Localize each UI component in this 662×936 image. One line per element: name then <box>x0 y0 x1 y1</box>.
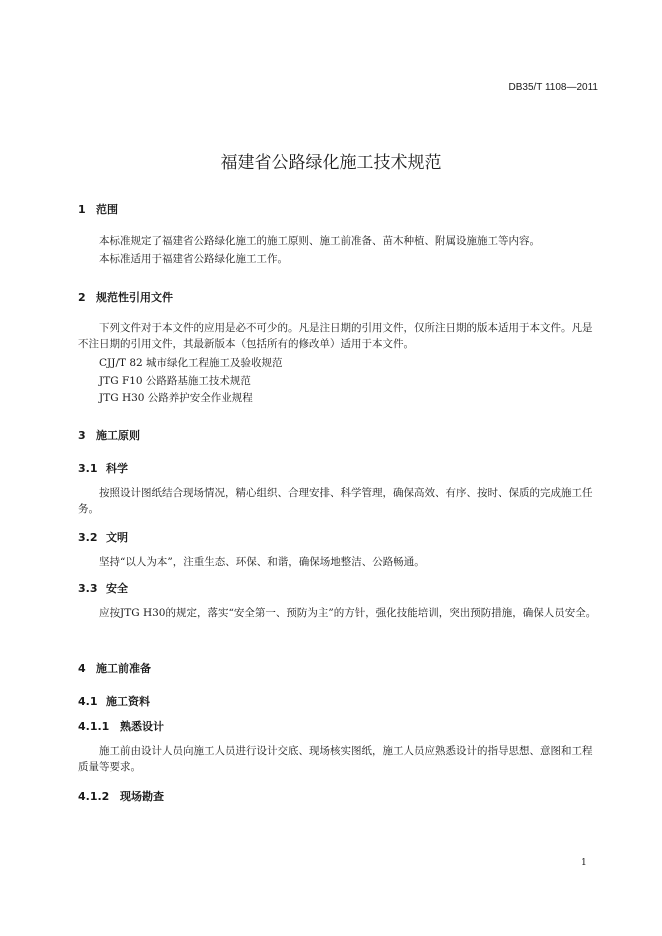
section-title: 施工资料 <box>106 695 150 708</box>
section-number: 1 <box>78 203 86 216</box>
section-number: 4.1.2 <box>78 790 110 803</box>
paragraph-line: 本标准规定了福建省公路绿化施工的施工原则、施工前准备、苗木种植、附属设施施工等内容。 <box>99 235 540 247</box>
heading-section-3-3 <box>78 580 128 596</box>
section-title: 熟悉设计 <box>120 720 164 733</box>
page-number: 1 <box>581 858 587 868</box>
page-title: 福建省公路绿化施工技术规范 <box>220 153 442 173</box>
section-title: 施工前准备 <box>96 662 151 675</box>
section-number: 3.2 <box>78 531 98 544</box>
paragraph: 按照设计图纸结合现场情况，精心组织、合理安排、科学管理，确保高效、有序、按时、保质的完成施工任务。 <box>78 487 593 515</box>
reference-item: JTG F10 公路路基施工技术规范 <box>99 375 251 387</box>
heading-section-3-1 <box>78 460 128 476</box>
section-title: 施工原则 <box>96 429 140 442</box>
heading-section-3 <box>78 427 140 443</box>
section-number: 3 <box>78 429 86 442</box>
heading-section-2 <box>78 289 173 305</box>
section-title: 范围 <box>96 203 118 216</box>
section-title: 安全 <box>106 582 128 595</box>
section-title: 现场勘查 <box>120 790 164 803</box>
section-title: 科学 <box>106 462 128 475</box>
heading-section-1 <box>78 201 118 217</box>
paragraph: 应按JTG H30的规定，落实“安全第一、预防为主”的方针，强化技能培训，突出预防措施，确保人员安全。 <box>99 607 597 619</box>
heading-section-4-1-2 <box>78 788 164 804</box>
reference-item: JTG H30 公路养护安全作业规程 <box>99 392 253 404</box>
paragraph: 坚持“以人为本”，注重生态、环保、和谐，确保场地整洁、公路畅通。 <box>99 556 425 568</box>
heading-section-4-1-1 <box>78 718 164 734</box>
heading-section-4 <box>78 660 151 676</box>
standard-code: DB35/T 1108—2011 <box>508 82 598 93</box>
paragraph: 施工前由设计人员向施工人员进行设计交底、现场核实图纸，施工人员应熟悉设计的指导思想、意图和工程质量等要求。 <box>78 745 593 773</box>
section-number: 4 <box>78 662 86 675</box>
paragraph-line: 本标准适用于福建省公路绿化施工工作。 <box>99 253 288 265</box>
section-number: 3.3 <box>78 582 98 595</box>
heading-section-3-2 <box>78 529 128 545</box>
heading-section-4-1 <box>78 693 150 709</box>
section-number: 4.1 <box>78 695 98 708</box>
reference-item: CJJ/T 82 城市绿化工程施工及验收规范 <box>99 357 283 369</box>
paragraph: 下列文件对于本文件的应用是必不可少的。凡是注日期的引用文件，仅所注日期的版本适用于本文件。凡是不注日期的引用文件，其最新版本（包括所有的修改单）适用于本文件。 <box>78 322 593 350</box>
section-number: 4.1.1 <box>78 720 110 733</box>
section-number: 3.1 <box>78 462 98 475</box>
section-title: 文明 <box>106 531 128 544</box>
section-number: 2 <box>78 291 86 304</box>
section-title: 规范性引用文件 <box>96 291 173 304</box>
